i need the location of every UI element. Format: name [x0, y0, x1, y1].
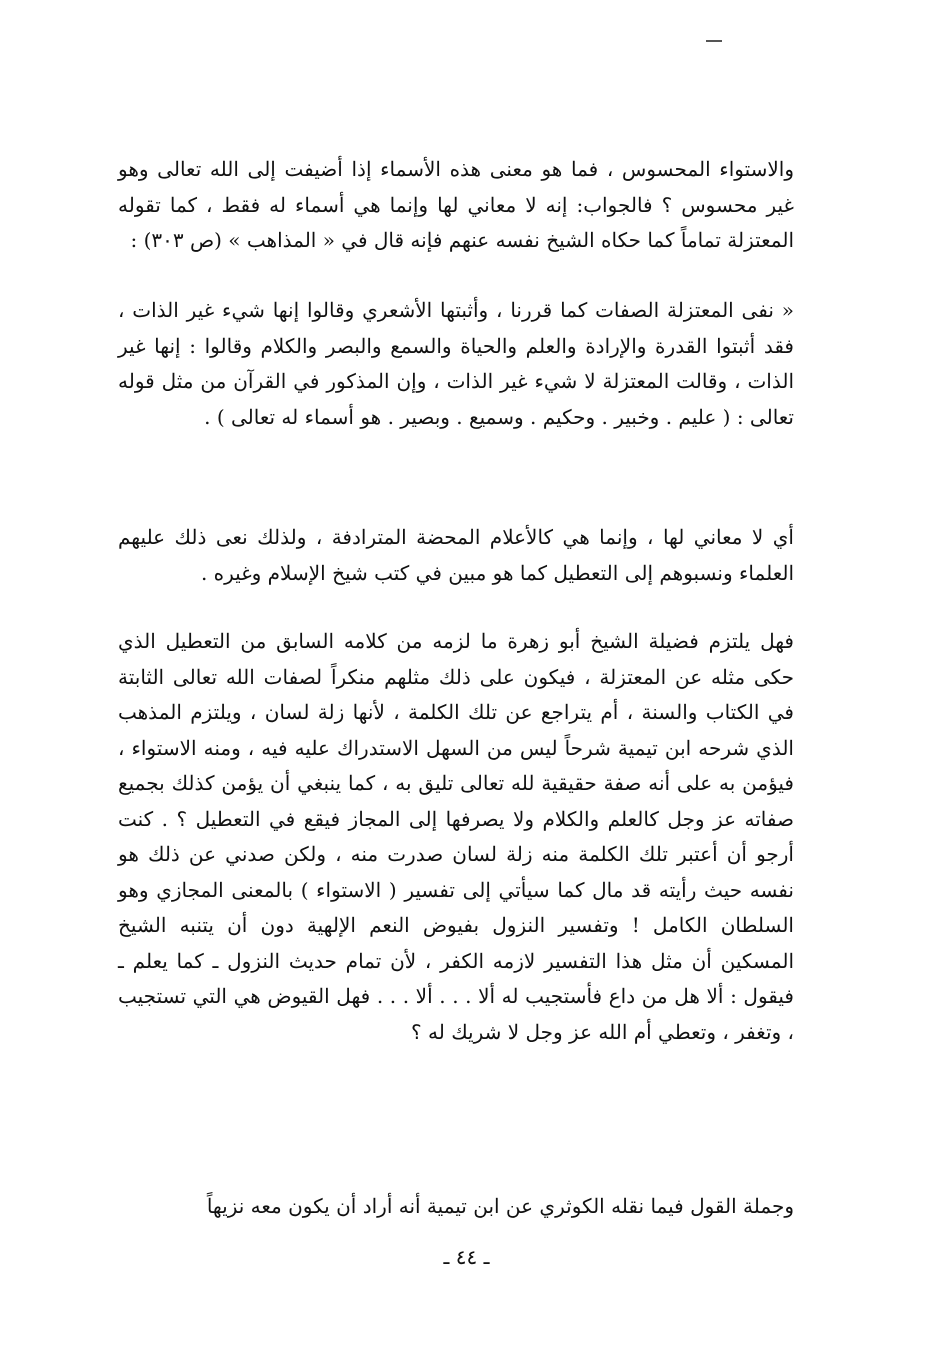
paragraph-4: [118, 624, 794, 1050]
paragraph-1: [118, 152, 794, 259]
paragraph-text: « نفى المعتزلة الصفات كما قررنا ، وأثبتها الأشعري وقالوا إنها شيء غير الذات ، فقد أثبتوا القدرة والإرادة والعلم والحياة والسمع والبصر والكلام وقالوا : إنها غير الذات ، وقالت المعتزلة لا شيء غير الذات ، وإن المذكور في القرآن من مثل قوله تعالى : ( عليم . وخبير . وحكيم . وسميع . وبصير . هو أسماء له تعالى ) .: [118, 298, 794, 429]
paragraph-text: وجملة القول فيما نقله الكوثري عن ابن تيمية أنه أراد أن يكون معه نزيهاً: [206, 1194, 794, 1218]
paragraph-text: والاستواء المحسوس ، فما هو معنى هذه الأسماء إذا أضيفت إلى الله تعالى وهو غير محسوس ؟ فالجواب: إنه لا معاني لها وإنما هي أسماء له فقط ، كما تقوله المعتزلة تماماً كما حكاه الشيخ نفسه عنهم فإنه قال في « المذاهب » (ص ٣٠٣) :: [118, 157, 794, 252]
paragraph-quote: [118, 293, 794, 435]
paragraph-text: أي لا معاني لها ، وإنما هي كالأعلام المحضة المترادفة ، ولذلك نعى ذلك عليهم العلماء ونسبوهم إلى التعطيل كما هو مبين في كتب شيخ الإسلام وغيره .: [118, 525, 794, 585]
paragraph-3: [118, 520, 794, 591]
top-mark: [706, 40, 722, 42]
paragraph-text: فهل يلتزم فضيلة الشيخ أبو زهرة ما لزمه من كلامه السابق من التعطيل الذي حكى مثله عن المعتزلة ، فيكون على ذلك مثلهم منكراً لصفات الله تعالى الثابتة في الكتاب والسنة ، أم يتراجع عن تلك الكلمة ، لأنها زلة لسان ، ويلتزم المذهب الذي شرحه ابن تيمية شرحاً ليس من السهل الاستدراك عليه فيه ، ومنه الاستواء ، فيؤمن به على أنه صفة حقيقية لله تعالى تليق به ، كما ينبغي أن يؤمن كذلك بجميع صفاته عز وجل كالعلم والكلام ولا يصرفها إلى المجاز فيقع في التعطيل ؟ . كنت أرجو أن أعتبر تلك الكلمة منه زلة لسان صدرت منه ، ولكن صدني عن ذلك هو نفسه حيث رأيته قد مال كما سيأتي إلى تفسير ( الاستواء ) بالمعنى المجازي وهو السلطان الكامل ! وتفسير النزول بفيوض النعم الإلهية دون أن يتنبه الشيخ المسكين أن مثل هذا التفسير لازمه الكفر ، لأن تمام حديث النزول ـ كما يعلم ـ فيقول : ألا هل من داع فأستجيب له ألا . . . ألا . . . فهل القيوض هي التي تستجيب ، وتغفر ، وتعطي أم الله عز وجل لا شريك له ؟: [118, 629, 794, 1044]
page-number: ـ ٤٤ ـ: [443, 1245, 490, 1269]
paragraph-5: [118, 1189, 794, 1225]
